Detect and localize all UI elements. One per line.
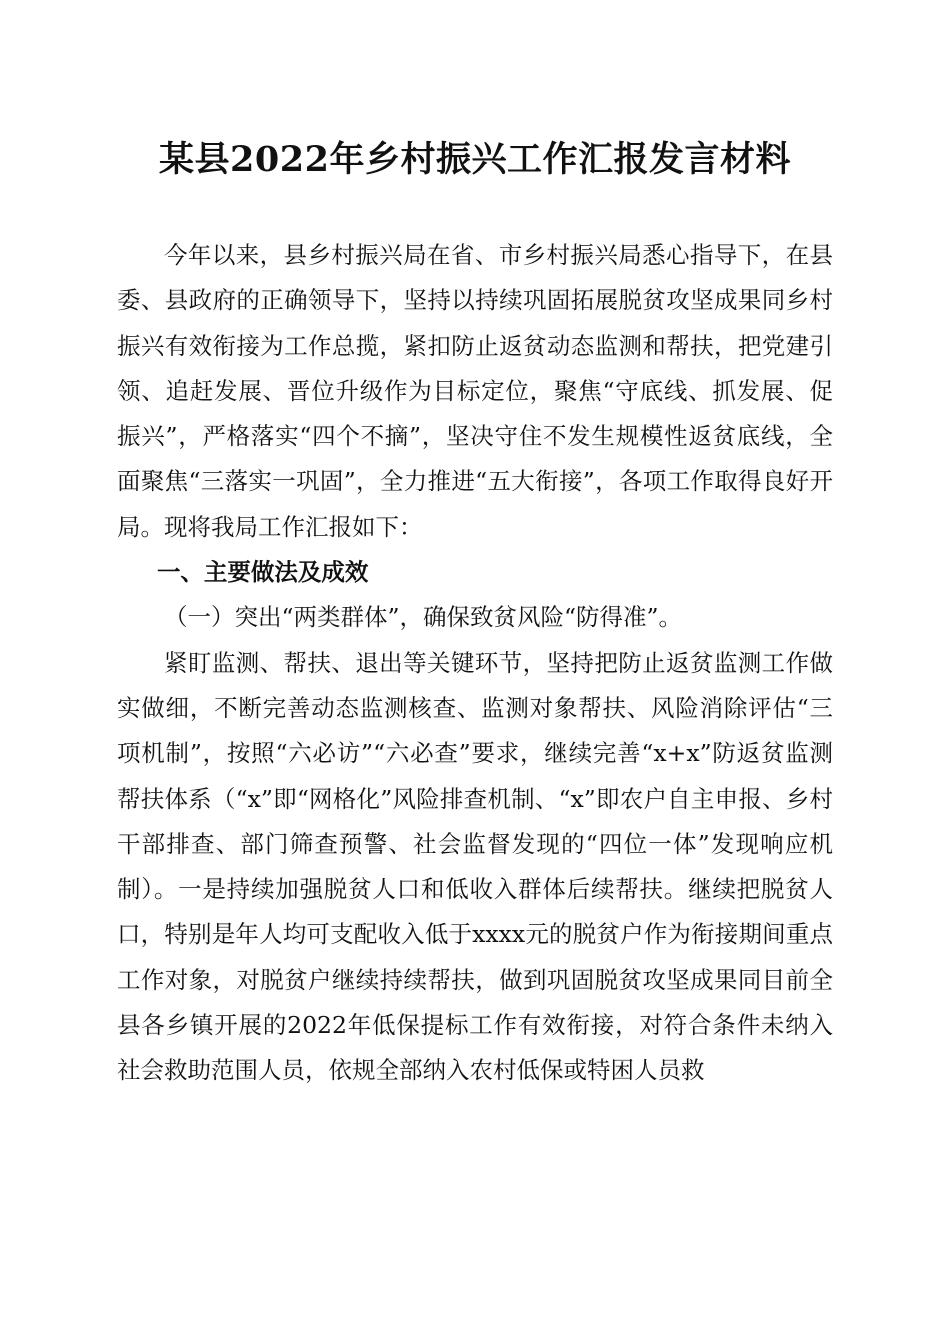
document-body — [117, 233, 833, 1094]
section-heading: 一、主要做法及成效 — [156, 558, 369, 587]
intro-paragraph: 今年以来，县乡村振兴局在省、市乡村振兴局悉心指导下，在县委、县政府的正确领导下，坚持以持续巩固拓展脱贫攻坚成果同乡村振兴有效衔接为工作总揽，紧扣防止返贫动态监测和帮扶，把党建引领、追赶发展、晋位升级作为目标定位，聚焦“守底线、抓发展、促振兴”，严格落实“四个不摘”，坚决守住不发生规模性返贫底线，全面聚焦“三落实一巩固”，全力推进“五大衔接”，各项工作取得良好开局。现将我局工作汇报如下： — [117, 241, 833, 541]
body-paragraph: 紧盯监测、帮扶、退出等关键环节，坚持把防止返贫监测工作做实做细，不断完善动态监测核查、监测对象帮扶、风险消除评估“三项机制”，按照“六必访”“六必查”要求，继续完善“x+x”防返贫监测帮扶体系（“x”即“网格化”风险排查机制、“x”即农户自主申报、乡村干部排查、部门筛查预警、社会监督发现的“四位一体”发现响应机制）。一是持续加强脱贫人口和低收入群体后续帮扶。继续把脱贫人口，特别是年人均可支配收入低于xxxx元的脱贫户作为衔接期间重点工作对象，对脱贫户继续持续帮扶，做到巩固脱贫攻坚成果同目前全县各乡镇开展的2022年低保提标工作有效衔接，对符合条件未纳入社会救助范围人员，依规全部纳入农村低保或特困人员救 — [117, 648, 833, 1085]
subsection-heading: （一）突出“两类群体”，确保致贫风险“防得准”。 — [164, 603, 683, 632]
document-title: 某县2022年乡村振兴工作汇报发言材料 — [159, 139, 791, 180]
